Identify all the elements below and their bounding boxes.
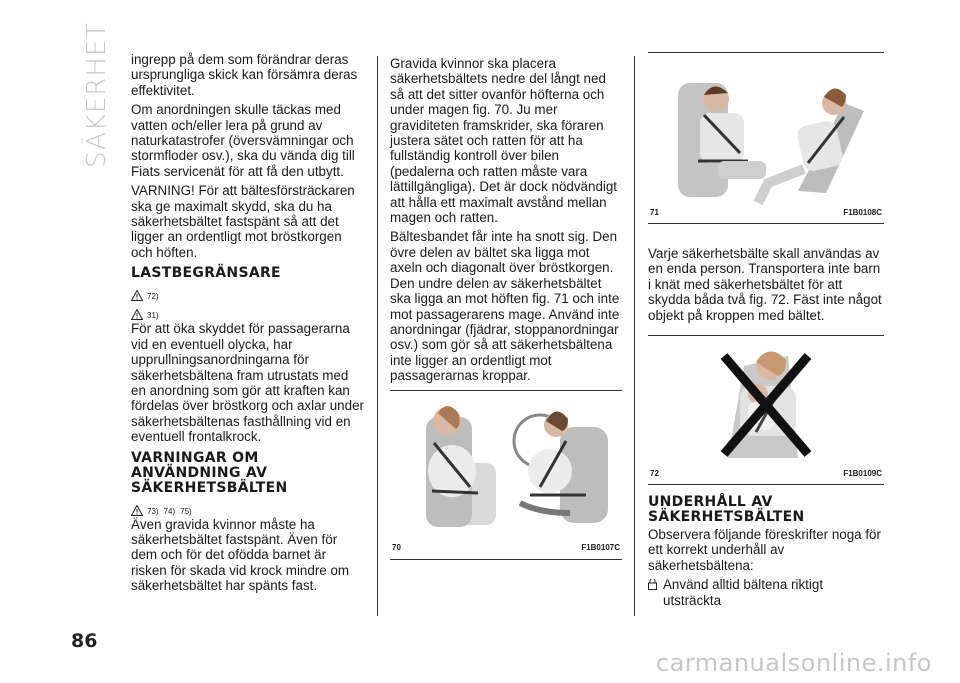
list-item bbox=[648, 577, 884, 608]
figure-71 bbox=[648, 52, 884, 224]
paragraph: För att öka skyddet för passagerarna vid en eventuell olycka, har upprullningsanordningarna för säkerhetsbältena fram utrustats med en anordning som gör att kraften kan fördelas över bröstkorg och axlar under säkerhetsbältenas fasthållning vid en eventuell frontalkrock. bbox=[131, 321, 364, 445]
heading-load-limiter: LASTBEGRÄNSARE bbox=[131, 265, 281, 282]
warning-triangle-icon bbox=[131, 290, 143, 301]
warning-reference bbox=[131, 283, 365, 301]
page-number: 86 bbox=[71, 630, 98, 652]
paragraph: Om anordningen skulle täckas med vatten och/eller lera på grund av naturkatastrofer (översvämningar och stormfloder osv.), ska du vända dig till Fiats servicenät för att få den utbytt. bbox=[131, 102, 355, 179]
heading-line: UNDERHÅLL AV bbox=[648, 494, 773, 511]
heading-seatbelt-maintenance bbox=[648, 495, 884, 525]
figure-72 bbox=[648, 335, 884, 485]
list-item-text: Använd alltid bältena riktigt utsträckta bbox=[663, 577, 824, 608]
pregnant-passenger-illustration bbox=[390, 391, 622, 541]
warning-ref[interactable]: 73) bbox=[147, 506, 159, 516]
figure-code: F1B0109C bbox=[843, 468, 882, 478]
paragraph: ingrepp på dem som förändrar deras ursprungliga skick kan försämra deras effektivitet. bbox=[131, 52, 358, 98]
figure-number: 71 bbox=[650, 207, 659, 217]
paragraph: Även gravida kvinnor måste ha säkerhetsbältet fastspänt. Även för dem och för det ofödda barnet är risken för skada vid krock mindre om säkerhetsbältet har spänts fast. bbox=[131, 516, 350, 594]
caution-triangle-icon bbox=[131, 309, 143, 320]
column-divider bbox=[377, 56, 378, 616]
watermark: carmanualsonline.info bbox=[655, 649, 932, 677]
figure-number: 70 bbox=[392, 543, 401, 553]
paragraph: Gravida kvinnor ska placera säkerhetsbältets nedre del långt ned så att det sitter ovanför höfterna och under magen fig. 70. Ju mer graviditeten framskrider, ska föraren justera sätet och ratten för att ha fullständig kontroll över bilen (pedalerna och ratten måste vara lättillgängliga). Det är dock nödvändigt att hålla ett maximalt avstånd mellan magen och ratten. bbox=[390, 56, 618, 226]
paragraph: Varje säkerhetsbälte skall användas av en enda person. Transportera inte barn i knät med säkerhetsbältet för att skydda båda två fig. 72. Fäst inte något objekt på kroppen med bältet. bbox=[648, 246, 882, 323]
figure-70 bbox=[390, 390, 622, 560]
figure-code: F1B0107C bbox=[581, 543, 620, 553]
figure-number: 72 bbox=[650, 468, 659, 478]
paragraph: Observera följande föreskrifter noga för ett korrekt underhåll av säkerhetsbältena: bbox=[648, 527, 881, 573]
square-bullet-icon bbox=[648, 579, 657, 590]
figure-code: F1B0108C bbox=[843, 207, 882, 217]
warning-ref[interactable]: 75) bbox=[180, 506, 192, 516]
warning-triangle-icon bbox=[131, 505, 143, 516]
paragraph: VARNING! För att bältesförsträckaren ska ge maximalt skydd, ska du ha säkerhetsbältet fastspänt så att det ligger an ordentligt mot bröstkorgen och höften. bbox=[131, 183, 355, 260]
child-on-lap-prohibited-illustration bbox=[648, 336, 884, 466]
section-title: SÄKERHET bbox=[82, 21, 112, 168]
column-1 bbox=[131, 52, 365, 598]
heading-line: ANVÄNDNING AV bbox=[131, 464, 268, 481]
paragraph: Bältesbandet får inte ha snott sig. Den övre delen av bältet ska ligga mot axeln och diagonalt över bröstkorgen. Den undre delen av säkerhetsbältet ska ligga an mot höften fig. 71 och inte mot passagerarens mage. Använd inte anordningar (fjädrar, stoppanordningar osv.) som gör så att säkerhetsbältena inte ligger an ordentligt mot passagerarnas kroppar. bbox=[390, 229, 620, 384]
heading-line: VARNINGAR OM bbox=[131, 449, 259, 466]
heading-line: SÄKERHETSBÄLTEN bbox=[131, 479, 288, 496]
heading-line: SÄKERHETSBÄLTEN bbox=[648, 509, 805, 526]
column-divider bbox=[634, 56, 635, 616]
caution-reference bbox=[131, 302, 365, 320]
warning-ref[interactable]: 72) bbox=[147, 292, 159, 302]
warning-reference bbox=[131, 498, 365, 516]
caution-ref[interactable]: 31) bbox=[147, 311, 159, 321]
heading-seatbelt-warnings bbox=[131, 451, 365, 496]
column-3 bbox=[648, 52, 884, 608]
warning-ref[interactable]: 74) bbox=[163, 506, 176, 516]
column-2 bbox=[390, 52, 622, 560]
seatbelt-position-illustration bbox=[648, 53, 884, 205]
